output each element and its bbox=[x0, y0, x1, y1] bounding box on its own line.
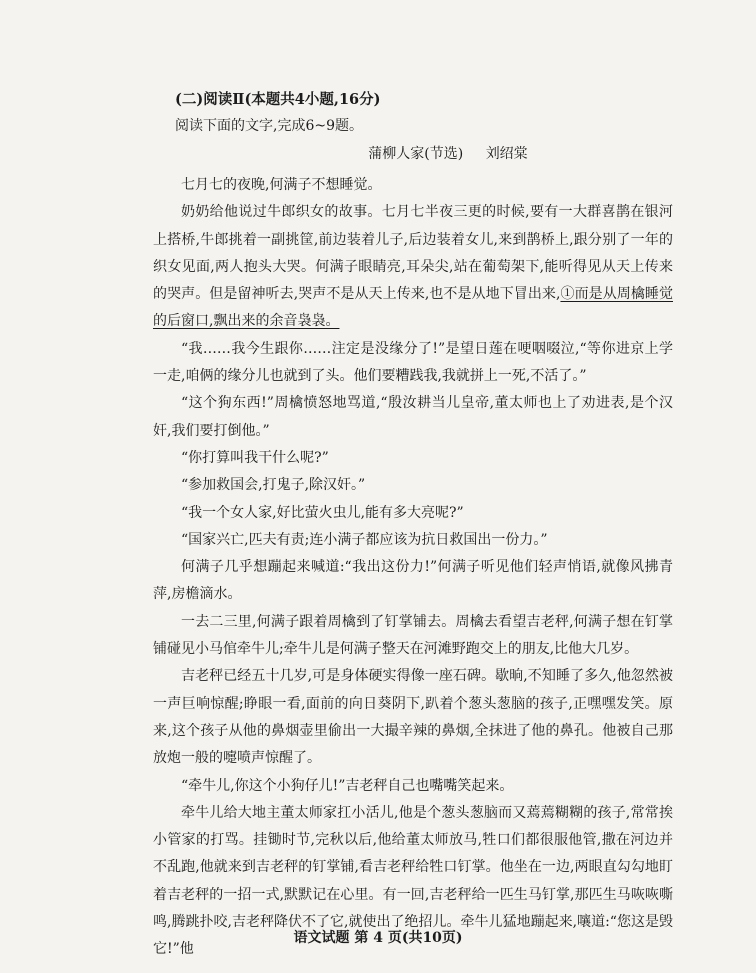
instruction-text: 阅读下面的文字,完成6~9题。 bbox=[175, 118, 363, 134]
paragraph: 何满子几乎想蹦起来喊道:“我出这份力!”何满子听见他们轻声悄语,就像风拂青萍,房檐滴水。 bbox=[153, 559, 673, 603]
paragraph: “国家兴亡,匹夫有责;连小满子都应该为抗日救国出一份力。” bbox=[181, 531, 548, 548]
paragraph: “我……我今生跟你……注定是没缘分了!”是望日莲在哽咽啜泣,“等你进京上学一走,咱俩的缘分儿也就到了头。他们要糟践我,我就拼上一死,不活了。” bbox=[153, 340, 673, 385]
page-footer: 语文试题 第 4 页(共10页) bbox=[293, 930, 463, 946]
paragraph: 一去二三里,何满子跟着周檎到了钉掌铺去。周檎去看望吉老秤,何满子想在钉掌铺碰见小马倌牵牛儿;牵牛儿是何满子整天在河滩野跑交上的朋友,比他大几岁。 bbox=[153, 613, 673, 658]
paragraph: “我一个女人家,好比萤火虫儿,能有多大亮呢?” bbox=[181, 504, 464, 521]
paragraph: “参加救国会,打鬼子,除汉奸。” bbox=[181, 477, 366, 494]
paragraph: “这个狗东西!”周檎愤怒地骂道,“殷汝耕当儿皇帝,董太师也上了劝进表,是个汉奸,我们要打倒他。” bbox=[153, 395, 673, 439]
paragraph: “你打算叫我干什么呢?” bbox=[181, 449, 329, 466]
paragraph: “牵牛儿,你这个小狗仔儿!”吉老秤自己也嘴嘴笑起来。 bbox=[181, 777, 514, 794]
article-title: 蒲柳人家(节选) bbox=[368, 146, 464, 162]
paragraph-text: 奶奶给他说过牛郎织女的故事。七月七半夜三更的时候,要有一大群喜鹊在银河上搭桥,牛郎挑着一副挑筐,前边装着儿子,后边装着女儿,来到鹊桥上,跟分别了一年的织女见面,两人抱头大哭。何满子眼睛亮,耳朵尖,站在葡萄架下,能听得见从天上传来的哭声。但是留神听去,哭声不是从天上传来,也不是从地下冒出来, bbox=[153, 204, 673, 303]
article-title-row bbox=[223, 144, 673, 164]
underlined-sentence: ①而是从周檎睡觉的后窗口,飘出来的余音袅袅。 bbox=[153, 286, 673, 330]
paragraph bbox=[153, 199, 673, 335]
paragraph: 吉老秤已经五十几岁,可是身体硬实得像一座石碑。歇晌,不知睡了多久,他忽然被一声巨响惊醒;睁眼一看,面前的向日葵阴下,趴着个葱头葱脑的孩子,正嘿嘿发笑。原来,这个孩子从他的鼻烟壶里偷出一大撮辛辣的鼻烟,全抹进了他的鼻孔。他被自己那放炮一般的嚏喷声惊醒了。 bbox=[153, 668, 673, 767]
reading-section bbox=[153, 90, 673, 964]
paragraph: 七月七的夜晚,何满子不想睡觉。 bbox=[181, 177, 382, 193]
section-heading: (二)阅读Ⅱ(本题共4小题,16分) bbox=[175, 91, 381, 108]
article-author: 刘绍棠 bbox=[485, 146, 528, 162]
paragraph: 牵牛儿给大地主董太师家扛小活儿,他是个葱头葱脑而又蔫蔫糊糊的孩子,常常挨小管家的打骂。挂锄时节,完秋以后,他给董太师放马,牲口们都很服他管,撒在河边并不乱跑,他就来到吉老秤的钉掌铺,看吉老秤给牲口钉掌。他坐在一边,两眼直勾勾地盯着吉老秤的一招一式,默默记在心里。有一回,吉老秤给一匹生马钉掌,那匹生马咴咴嘶鸣,腾跳扑咬,吉老秤降伏不了它,就使出了绝招儿。牵牛儿猛地蹦起来,嚷道:“您这是毁它!”他 bbox=[153, 804, 673, 958]
